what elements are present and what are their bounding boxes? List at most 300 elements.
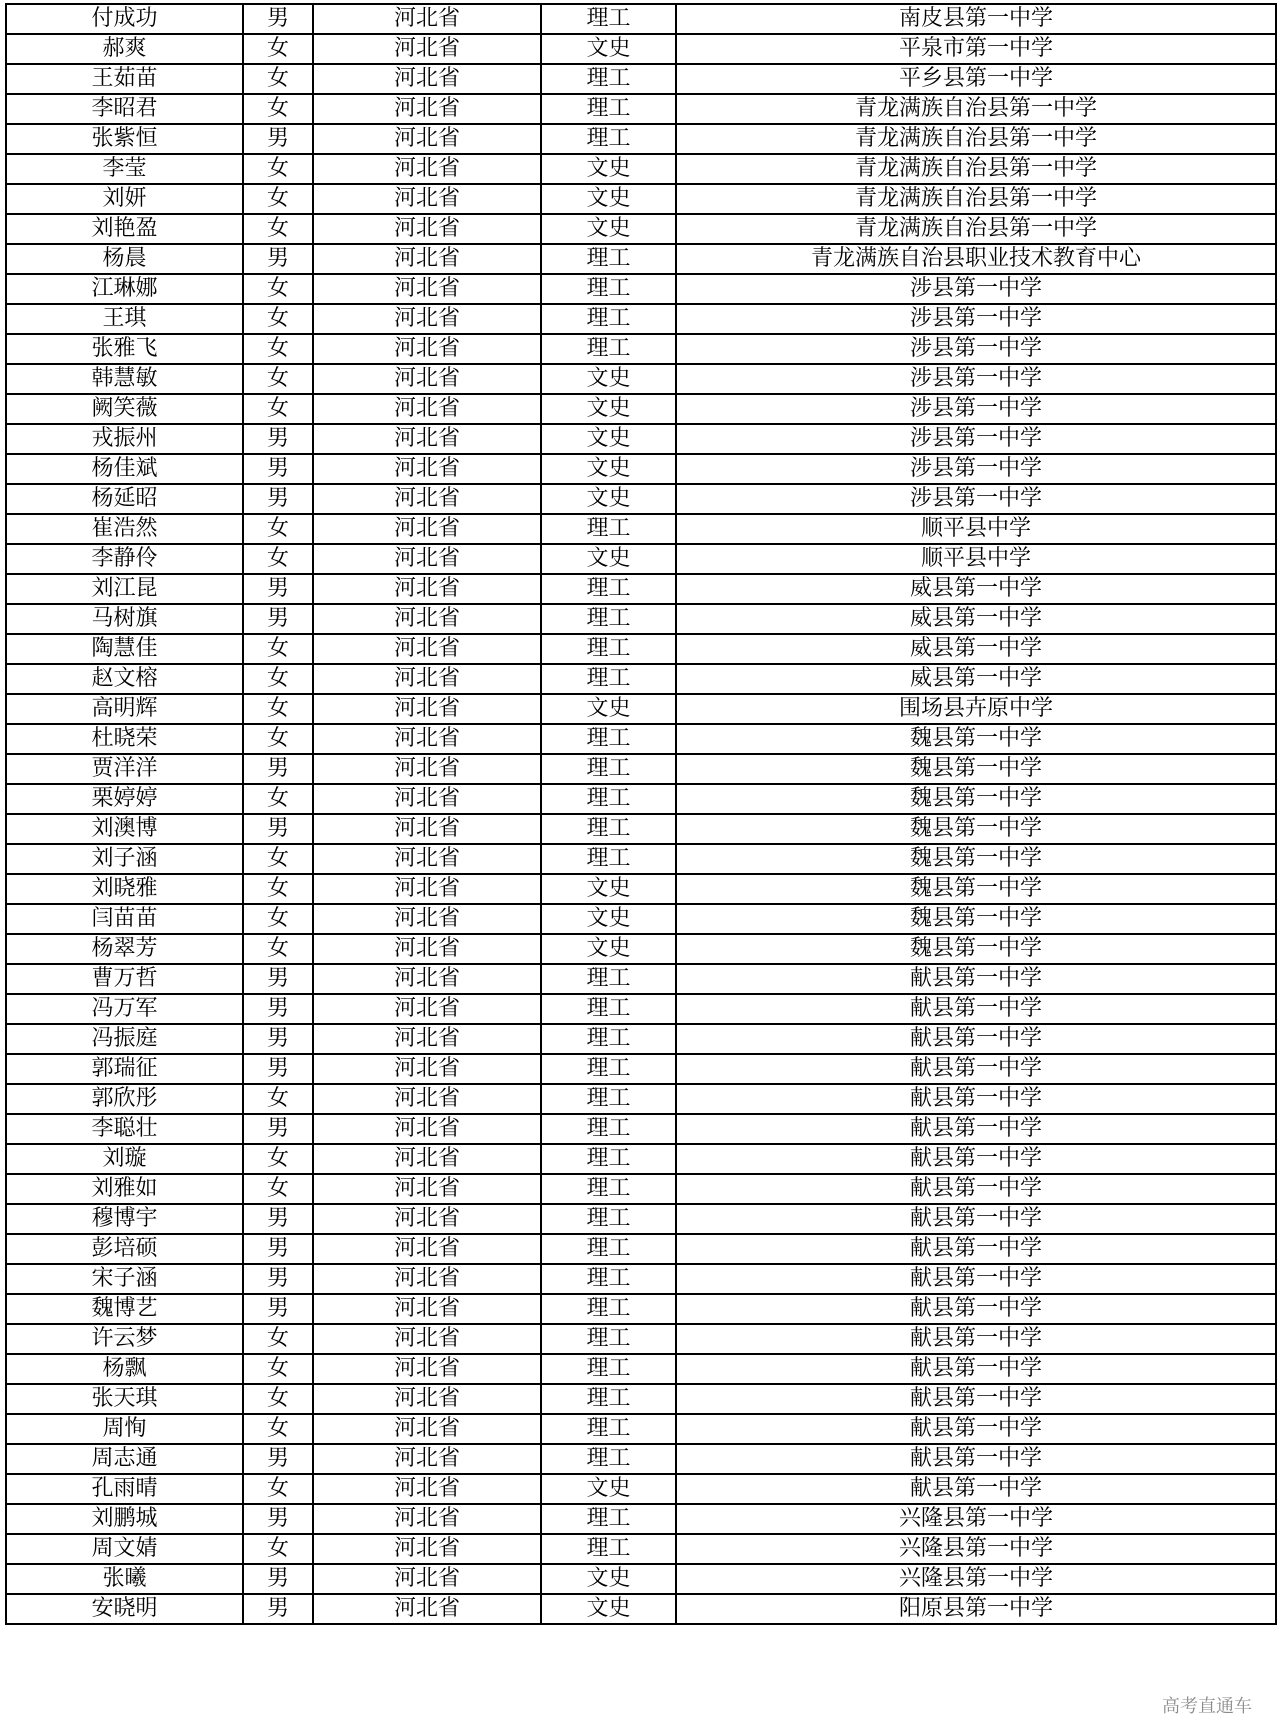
gender-cell: 女 <box>243 94 313 124</box>
gender-cell: 女 <box>243 394 313 424</box>
table-row <box>6 1264 1276 1294</box>
gender-cell: 女 <box>243 514 313 544</box>
table-row <box>6 484 1276 514</box>
track-cell: 理工 <box>541 124 676 154</box>
track-cell: 理工 <box>541 64 676 94</box>
track-cell: 理工 <box>541 664 676 694</box>
gender-cell: 女 <box>243 304 313 334</box>
track-cell: 理工 <box>541 1534 676 1564</box>
school-cell: 魏县第一中学 <box>676 934 1276 964</box>
province-cell: 河北省 <box>313 1534 541 1564</box>
track-cell: 理工 <box>541 1354 676 1384</box>
school-cell: 青龙满族自治县第一中学 <box>676 214 1276 244</box>
province-cell: 河北省 <box>313 4 541 34</box>
track-cell: 理工 <box>541 1114 676 1144</box>
province-cell: 河北省 <box>313 64 541 94</box>
school-cell: 魏县第一中学 <box>676 754 1276 784</box>
track-cell: 文史 <box>541 934 676 964</box>
student-name-cell: 张曦 <box>6 1564 243 1594</box>
track-cell: 文史 <box>541 454 676 484</box>
track-cell: 理工 <box>541 244 676 274</box>
table-row <box>6 1384 1276 1414</box>
track-cell: 文史 <box>541 904 676 934</box>
school-cell: 顺平县中学 <box>676 544 1276 574</box>
table-row <box>6 184 1276 214</box>
province-cell: 河北省 <box>313 1114 541 1144</box>
gender-cell: 女 <box>243 364 313 394</box>
province-cell: 河北省 <box>313 1324 541 1354</box>
school-cell: 青龙满族自治县第一中学 <box>676 184 1276 214</box>
table-row <box>6 1174 1276 1204</box>
gender-cell: 男 <box>243 4 313 34</box>
table-row <box>6 1324 1276 1354</box>
student-name-cell: 张天琪 <box>6 1384 243 1414</box>
track-cell: 理工 <box>541 514 676 544</box>
school-cell: 威县第一中学 <box>676 574 1276 604</box>
table-row <box>6 694 1276 724</box>
school-cell: 涉县第一中学 <box>676 304 1276 334</box>
gender-cell: 女 <box>243 934 313 964</box>
student-name-cell: 陶慧佳 <box>6 634 243 664</box>
track-cell: 理工 <box>541 1144 676 1174</box>
track-cell: 文史 <box>541 1474 676 1504</box>
student-name-cell: 刘澳博 <box>6 814 243 844</box>
student-name-cell: 刘子涵 <box>6 844 243 874</box>
track-cell: 理工 <box>541 274 676 304</box>
school-cell: 魏县第一中学 <box>676 904 1276 934</box>
table-row <box>6 1024 1276 1054</box>
school-cell: 魏县第一中学 <box>676 874 1276 904</box>
school-cell: 魏县第一中学 <box>676 784 1276 814</box>
student-name-cell: 王茹苗 <box>6 64 243 94</box>
track-cell: 理工 <box>541 844 676 874</box>
track-cell: 文史 <box>541 184 676 214</box>
school-cell: 涉县第一中学 <box>676 394 1276 424</box>
gender-cell: 女 <box>243 214 313 244</box>
school-cell: 威县第一中学 <box>676 604 1276 634</box>
table-row <box>6 934 1276 964</box>
track-cell: 理工 <box>541 994 676 1024</box>
school-cell: 南皮县第一中学 <box>676 4 1276 34</box>
province-cell: 河北省 <box>313 154 541 184</box>
school-cell: 献县第一中学 <box>676 994 1276 1024</box>
table-row <box>6 1084 1276 1114</box>
track-cell: 文史 <box>541 424 676 454</box>
province-cell: 河北省 <box>313 1294 541 1324</box>
school-cell: 兴隆县第一中学 <box>676 1504 1276 1534</box>
school-cell: 献县第一中学 <box>676 1204 1276 1234</box>
table-row <box>6 754 1276 784</box>
gender-cell: 女 <box>243 1324 313 1354</box>
table-row <box>6 304 1276 334</box>
gender-cell: 女 <box>243 1084 313 1114</box>
table-row <box>6 1504 1276 1534</box>
track-cell: 文史 <box>541 394 676 424</box>
school-cell: 献县第一中学 <box>676 1144 1276 1174</box>
student-name-cell: 马树旗 <box>6 604 243 634</box>
track-cell: 理工 <box>541 304 676 334</box>
table-row <box>6 1054 1276 1084</box>
track-cell: 文史 <box>541 364 676 394</box>
gender-cell: 男 <box>243 244 313 274</box>
province-cell: 河北省 <box>313 934 541 964</box>
province-cell: 河北省 <box>313 1264 541 1294</box>
gender-cell: 女 <box>243 334 313 364</box>
gender-cell: 女 <box>243 694 313 724</box>
gender-cell: 男 <box>243 994 313 1024</box>
gender-cell: 男 <box>243 814 313 844</box>
student-name-cell: 江琳娜 <box>6 274 243 304</box>
track-cell: 理工 <box>541 1054 676 1084</box>
track-cell: 文史 <box>541 34 676 64</box>
student-name-cell: 李静伶 <box>6 544 243 574</box>
school-cell: 魏县第一中学 <box>676 814 1276 844</box>
school-cell: 献县第一中学 <box>676 1234 1276 1264</box>
province-cell: 河北省 <box>313 274 541 304</box>
school-cell: 威县第一中学 <box>676 664 1276 694</box>
gender-cell: 女 <box>243 544 313 574</box>
table-row <box>6 154 1276 184</box>
gender-cell: 男 <box>243 1564 313 1594</box>
province-cell: 河北省 <box>313 1024 541 1054</box>
track-cell: 理工 <box>541 1384 676 1414</box>
school-cell: 涉县第一中学 <box>676 424 1276 454</box>
student-name-cell: 刘璇 <box>6 1144 243 1174</box>
school-cell: 涉县第一中学 <box>676 334 1276 364</box>
track-cell: 理工 <box>541 1264 676 1294</box>
school-cell: 献县第一中学 <box>676 1294 1276 1324</box>
student-name-cell: 杨飘 <box>6 1354 243 1384</box>
student-name-cell: 穆博宇 <box>6 1204 243 1234</box>
gender-cell: 男 <box>243 1594 313 1624</box>
student-name-cell: 王琪 <box>6 304 243 334</box>
gender-cell: 男 <box>243 754 313 784</box>
student-name-cell: 郝爽 <box>6 34 243 64</box>
school-cell: 涉县第一中学 <box>676 274 1276 304</box>
table-row <box>6 364 1276 394</box>
province-cell: 河北省 <box>313 364 541 394</box>
student-name-cell: 赵文榕 <box>6 664 243 694</box>
gender-cell: 男 <box>243 1444 313 1474</box>
track-cell: 理工 <box>541 1414 676 1444</box>
table-row <box>6 604 1276 634</box>
gender-cell: 女 <box>243 784 313 814</box>
province-cell: 河北省 <box>313 1234 541 1264</box>
province-cell: 河北省 <box>313 694 541 724</box>
school-cell: 围场县卉原中学 <box>676 694 1276 724</box>
track-cell: 理工 <box>541 724 676 754</box>
province-cell: 河北省 <box>313 724 541 754</box>
gender-cell: 男 <box>243 574 313 604</box>
table-row <box>6 574 1276 604</box>
province-cell: 河北省 <box>313 994 541 1024</box>
track-cell: 理工 <box>541 604 676 634</box>
gender-cell: 男 <box>243 964 313 994</box>
table-row <box>6 64 1276 94</box>
school-cell: 献县第一中学 <box>676 1024 1276 1054</box>
track-cell: 理工 <box>541 1174 676 1204</box>
province-cell: 河北省 <box>313 964 541 994</box>
province-cell: 河北省 <box>313 514 541 544</box>
student-name-cell: 刘江昆 <box>6 574 243 604</box>
province-cell: 河北省 <box>313 424 541 454</box>
student-name-cell: 韩慧敏 <box>6 364 243 394</box>
student-name-cell: 周文婧 <box>6 1534 243 1564</box>
table-row <box>6 1594 1276 1624</box>
table-row <box>6 1114 1276 1144</box>
province-cell: 河北省 <box>313 1174 541 1204</box>
track-cell: 理工 <box>541 784 676 814</box>
student-name-cell: 张紫恒 <box>6 124 243 154</box>
school-cell: 平乡县第一中学 <box>676 64 1276 94</box>
school-cell: 青龙满族自治县第一中学 <box>676 154 1276 184</box>
school-cell: 涉县第一中学 <box>676 364 1276 394</box>
track-cell: 文史 <box>541 1564 676 1594</box>
student-name-cell: 周志通 <box>6 1444 243 1474</box>
student-name-cell: 栗婷婷 <box>6 784 243 814</box>
gender-cell: 女 <box>243 1144 313 1174</box>
table-row <box>6 634 1276 664</box>
track-cell: 理工 <box>541 1024 676 1054</box>
province-cell: 河北省 <box>313 1594 541 1624</box>
student-name-cell: 贾洋洋 <box>6 754 243 784</box>
student-name-cell: 刘雅如 <box>6 1174 243 1204</box>
student-name-cell: 高明辉 <box>6 694 243 724</box>
table-row <box>6 394 1276 424</box>
province-cell: 河北省 <box>313 304 541 334</box>
table-row <box>6 334 1276 364</box>
gender-cell: 男 <box>243 124 313 154</box>
table-row <box>6 514 1276 544</box>
student-name-cell: 付成功 <box>6 4 243 34</box>
province-cell: 河北省 <box>313 784 541 814</box>
gender-cell: 男 <box>243 1024 313 1054</box>
school-cell: 献县第一中学 <box>676 1114 1276 1144</box>
student-name-cell: 李莹 <box>6 154 243 184</box>
province-cell: 河北省 <box>313 664 541 694</box>
province-cell: 河北省 <box>313 1054 541 1084</box>
gender-cell: 男 <box>243 604 313 634</box>
school-cell: 青龙满族自治县职业技术教育中心 <box>676 244 1276 274</box>
school-cell: 平泉市第一中学 <box>676 34 1276 64</box>
gender-cell: 女 <box>243 274 313 304</box>
gender-cell: 男 <box>243 1294 313 1324</box>
student-name-cell: 冯振庭 <box>6 1024 243 1054</box>
table-row <box>6 544 1276 574</box>
province-cell: 河北省 <box>313 334 541 364</box>
table-row <box>6 1414 1276 1444</box>
track-cell: 理工 <box>541 574 676 604</box>
province-cell: 河北省 <box>313 454 541 484</box>
table-row <box>6 124 1276 154</box>
table-row <box>6 724 1276 754</box>
province-cell: 河北省 <box>313 1204 541 1234</box>
student-name-cell: 杨翠芳 <box>6 934 243 964</box>
school-cell: 献县第一中学 <box>676 1444 1276 1474</box>
table-row <box>6 874 1276 904</box>
table-row <box>6 964 1276 994</box>
student-name-cell: 许云梦 <box>6 1324 243 1354</box>
table-row <box>6 784 1276 814</box>
student-name-cell: 刘艳盈 <box>6 214 243 244</box>
gender-cell: 男 <box>243 484 313 514</box>
table-row <box>6 424 1276 454</box>
school-cell: 献县第一中学 <box>676 1174 1276 1204</box>
student-name-cell: 张雅飞 <box>6 334 243 364</box>
table-row <box>6 1354 1276 1384</box>
track-cell: 文史 <box>541 694 676 724</box>
student-name-cell: 孔雨晴 <box>6 1474 243 1504</box>
table-row <box>6 34 1276 64</box>
table-row <box>6 844 1276 874</box>
gender-cell: 女 <box>243 1474 313 1504</box>
table-row <box>6 1294 1276 1324</box>
province-cell: 河北省 <box>313 574 541 604</box>
province-cell: 河北省 <box>313 1504 541 1534</box>
gender-cell: 女 <box>243 874 313 904</box>
school-cell: 献县第一中学 <box>676 1054 1276 1084</box>
province-cell: 河北省 <box>313 1414 541 1444</box>
province-cell: 河北省 <box>313 1444 541 1474</box>
province-cell: 河北省 <box>313 544 541 574</box>
roster-table <box>5 3 1277 1625</box>
student-name-cell: 宋子涵 <box>6 1264 243 1294</box>
gender-cell: 男 <box>243 1264 313 1294</box>
table-row <box>6 274 1276 304</box>
track-cell: 理工 <box>541 814 676 844</box>
province-cell: 河北省 <box>313 844 541 874</box>
student-name-cell: 冯万军 <box>6 994 243 1024</box>
student-name-cell: 魏博艺 <box>6 1294 243 1324</box>
student-name-cell: 阙笑薇 <box>6 394 243 424</box>
gender-cell: 男 <box>243 1054 313 1084</box>
gender-cell: 男 <box>243 454 313 484</box>
student-name-cell: 周恂 <box>6 1414 243 1444</box>
province-cell: 河北省 <box>313 904 541 934</box>
student-name-cell: 戎振州 <box>6 424 243 454</box>
province-cell: 河北省 <box>313 1564 541 1594</box>
student-name-cell: 李昭君 <box>6 94 243 124</box>
school-cell: 献县第一中学 <box>676 1324 1276 1354</box>
watermark-text: 高考直通车 <box>1162 1696 1252 1717</box>
table-row <box>6 454 1276 484</box>
province-cell: 河北省 <box>313 214 541 244</box>
school-cell: 魏县第一中学 <box>676 724 1276 754</box>
gender-cell: 男 <box>243 1504 313 1534</box>
province-cell: 河北省 <box>313 874 541 904</box>
table-row <box>6 244 1276 274</box>
student-name-cell: 李聪壮 <box>6 1114 243 1144</box>
table-row <box>6 1534 1276 1564</box>
school-cell: 献县第一中学 <box>676 964 1276 994</box>
student-name-cell: 刘妍 <box>6 184 243 214</box>
gender-cell: 女 <box>243 634 313 664</box>
student-name-cell: 杨佳斌 <box>6 454 243 484</box>
province-cell: 河北省 <box>313 124 541 154</box>
province-cell: 河北省 <box>313 1354 541 1384</box>
table-row <box>6 994 1276 1024</box>
school-cell: 青龙满族自治县第一中学 <box>676 94 1276 124</box>
gender-cell: 女 <box>243 154 313 184</box>
gender-cell: 女 <box>243 1414 313 1444</box>
gender-cell: 女 <box>243 724 313 754</box>
table-row <box>6 1444 1276 1474</box>
table-row <box>6 1204 1276 1234</box>
province-cell: 河北省 <box>313 484 541 514</box>
track-cell: 理工 <box>541 1204 676 1234</box>
gender-cell: 男 <box>243 424 313 454</box>
track-cell: 文史 <box>541 874 676 904</box>
gender-cell: 男 <box>243 1114 313 1144</box>
roster-body <box>6 4 1276 1624</box>
track-cell: 理工 <box>541 964 676 994</box>
gender-cell: 女 <box>243 1384 313 1414</box>
student-name-cell: 杜晓荣 <box>6 724 243 754</box>
gender-cell: 男 <box>243 1204 313 1234</box>
school-cell: 涉县第一中学 <box>676 454 1276 484</box>
gender-cell: 男 <box>243 1234 313 1264</box>
table-row <box>6 1144 1276 1174</box>
school-cell: 献县第一中学 <box>676 1084 1276 1114</box>
table-row <box>6 214 1276 244</box>
table-row <box>6 814 1276 844</box>
gender-cell: 女 <box>243 1534 313 1564</box>
track-cell: 理工 <box>541 1084 676 1114</box>
track-cell: 理工 <box>541 94 676 124</box>
track-cell: 理工 <box>541 4 676 34</box>
province-cell: 河北省 <box>313 94 541 124</box>
province-cell: 河北省 <box>313 1084 541 1114</box>
student-name-cell: 安晓明 <box>6 1594 243 1624</box>
track-cell: 理工 <box>541 334 676 364</box>
student-name-cell: 刘鹏城 <box>6 1504 243 1534</box>
school-cell: 献县第一中学 <box>676 1414 1276 1444</box>
province-cell: 河北省 <box>313 184 541 214</box>
table-row <box>6 904 1276 934</box>
track-cell: 理工 <box>541 1504 676 1534</box>
gender-cell: 女 <box>243 664 313 694</box>
school-cell: 献县第一中学 <box>676 1384 1276 1414</box>
student-name-cell: 崔浩然 <box>6 514 243 544</box>
student-name-cell: 杨晨 <box>6 244 243 274</box>
track-cell: 理工 <box>541 1324 676 1354</box>
student-name-cell: 刘晓雅 <box>6 874 243 904</box>
track-cell: 理工 <box>541 1444 676 1474</box>
table-row <box>6 1234 1276 1264</box>
province-cell: 河北省 <box>313 604 541 634</box>
track-cell: 文史 <box>541 154 676 184</box>
student-name-cell: 郭欣彤 <box>6 1084 243 1114</box>
school-cell: 涉县第一中学 <box>676 484 1276 514</box>
track-cell: 文史 <box>541 214 676 244</box>
gender-cell: 女 <box>243 184 313 214</box>
track-cell: 理工 <box>541 1294 676 1324</box>
track-cell: 文史 <box>541 544 676 574</box>
gender-cell: 女 <box>243 904 313 934</box>
school-cell: 兴隆县第一中学 <box>676 1534 1276 1564</box>
province-cell: 河北省 <box>313 814 541 844</box>
table-row <box>6 4 1276 34</box>
province-cell: 河北省 <box>313 34 541 64</box>
track-cell: 理工 <box>541 634 676 664</box>
table-row <box>6 1474 1276 1504</box>
track-cell: 理工 <box>541 754 676 784</box>
track-cell: 文史 <box>541 484 676 514</box>
table-row <box>6 664 1276 694</box>
track-cell: 文史 <box>541 1594 676 1624</box>
school-cell: 阳原县第一中学 <box>676 1594 1276 1624</box>
student-name-cell: 杨延昭 <box>6 484 243 514</box>
